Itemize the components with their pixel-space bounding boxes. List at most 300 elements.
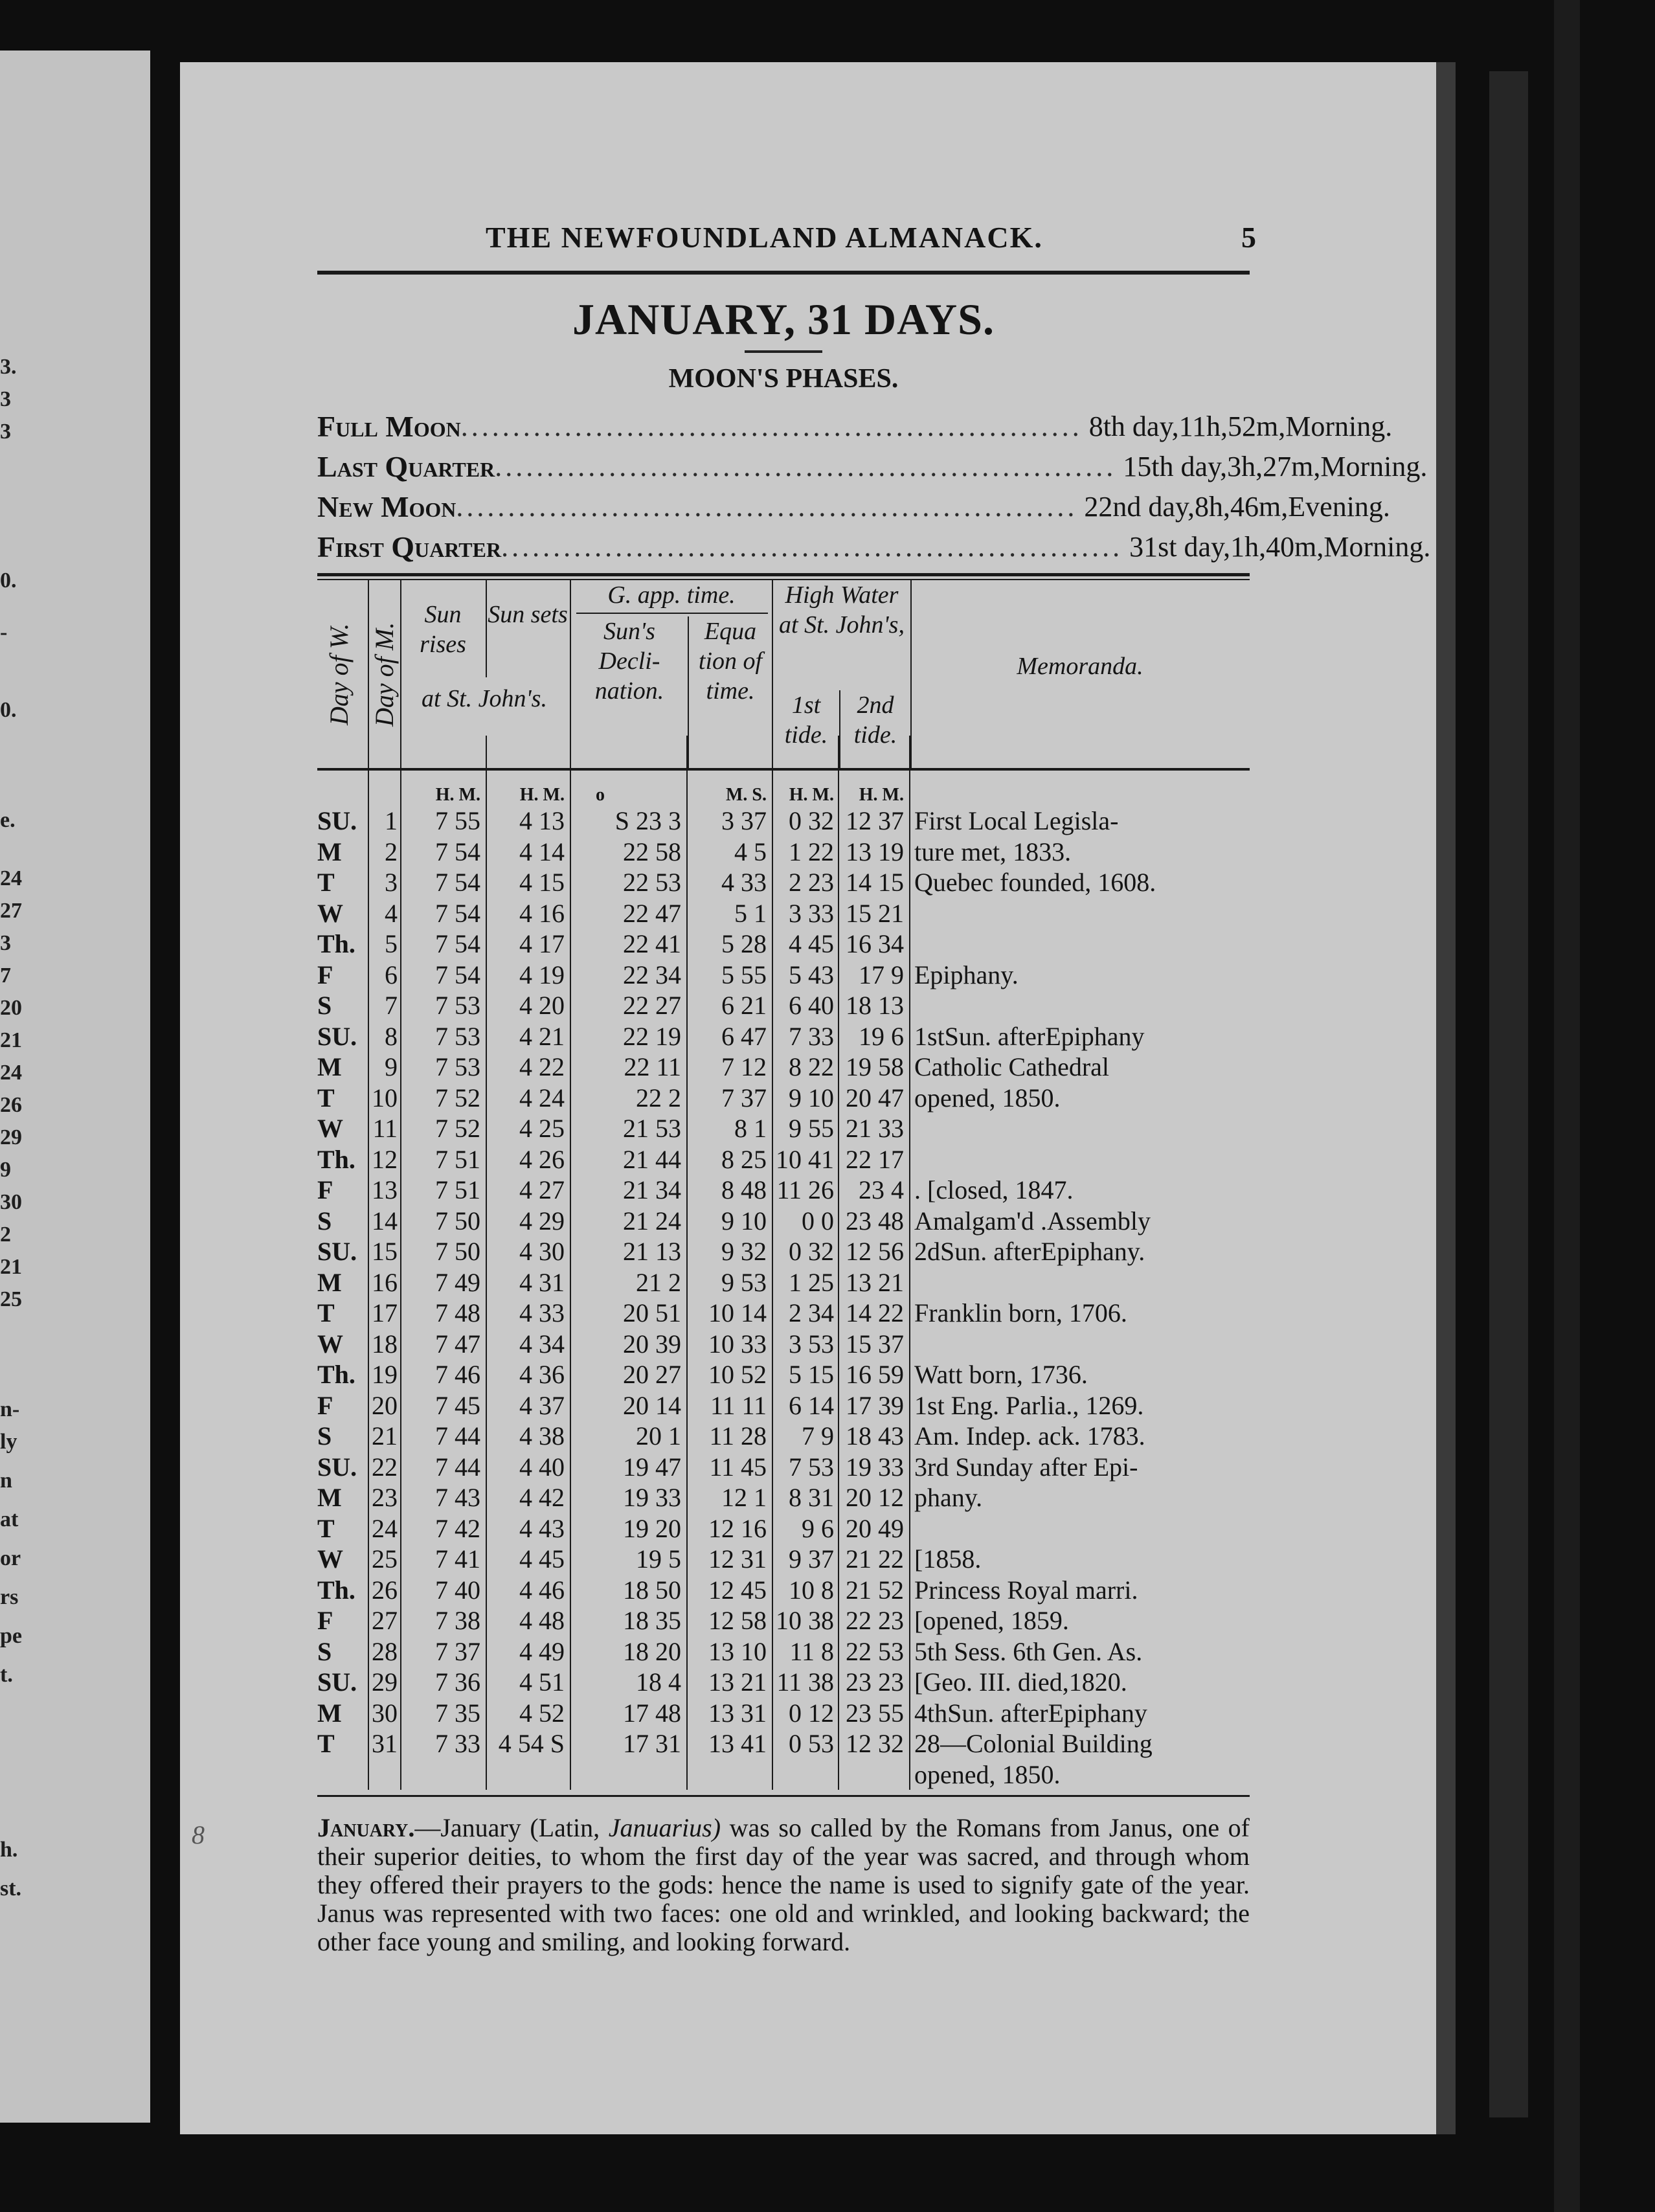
cell-declination: 22 2 — [636, 1083, 681, 1112]
cell-sunset: 4 13 — [519, 806, 565, 836]
phase-row — [317, 446, 1428, 486]
table-row — [317, 1267, 1250, 1298]
cell-second-tide: 18 13 — [846, 991, 904, 1021]
cell-day-of-month: 11 — [372, 1114, 398, 1144]
cell-day-of-month: 8 — [385, 1021, 398, 1051]
units-row — [317, 771, 1250, 806]
facing-page-text: 20 — [0, 996, 22, 1020]
cell-memorandum: 4thSun. afterEpiphany — [914, 1698, 1147, 1728]
cell-day-of-month: 23 — [372, 1483, 398, 1513]
calendar-table — [317, 580, 1250, 1790]
cell-second-tide: 22 17 — [846, 1144, 904, 1174]
cell-declination: 20 14 — [623, 1390, 681, 1420]
cell-day-of-month: 26 — [372, 1575, 398, 1605]
header-sun-sets: Sun sets — [488, 601, 568, 628]
cell-day-of-month: 19 — [372, 1360, 398, 1390]
table-row — [317, 1206, 1250, 1237]
facing-page-text: 30 — [0, 1190, 22, 1214]
leader-dots: ............................................................ — [456, 490, 1078, 523]
cell-sunrise: 7 45 — [435, 1390, 480, 1420]
table-row — [317, 1544, 1250, 1575]
facing-page-text: 3. — [0, 355, 17, 379]
cell-declination: 21 13 — [623, 1237, 681, 1267]
cell-second-tide: 21 33 — [846, 1114, 904, 1144]
table-row — [317, 1698, 1250, 1729]
table-row — [317, 1667, 1250, 1698]
january-note — [317, 1814, 1250, 1956]
cell-sunset: 4 48 — [519, 1606, 565, 1636]
cell-sunrise: 7 54 — [435, 898, 480, 928]
cell-day-of-week: M — [317, 1052, 342, 1082]
cell-sunset: 4 16 — [519, 898, 565, 928]
facing-page-text: 0. — [0, 698, 17, 722]
phase-row — [317, 406, 1393, 446]
cell-memorandum: 3rd Sunday after Epi- — [914, 1452, 1138, 1482]
cell-memorandum: opened, 1850. — [914, 1759, 1061, 1789]
cell-equation-of-time: 8 25 — [721, 1144, 767, 1174]
page-number: 5 — [1241, 221, 1256, 254]
facing-page-text: 25 — [0, 1287, 22, 1311]
cell-sunset: 4 22 — [519, 1052, 565, 1082]
cell-day-of-month: 5 — [385, 929, 398, 959]
cell-sunset: 4 27 — [519, 1175, 565, 1205]
facing-page-text: 3 — [0, 387, 11, 411]
cell-second-tide: 12 32 — [846, 1729, 904, 1759]
cell-sunset: 4 26 — [519, 1144, 565, 1174]
cell-sunset: 4 33 — [519, 1298, 565, 1328]
month-title: JANUARY, 31 DAYS. — [572, 295, 995, 344]
facing-page-text: n — [0, 1469, 12, 1493]
phase-minute: 46m, — [1230, 490, 1289, 523]
facing-page-text: 9 — [0, 1158, 11, 1182]
cell-day-of-month: 3 — [385, 868, 398, 897]
table-row — [317, 867, 1250, 898]
cell-declination: 21 34 — [623, 1175, 681, 1205]
phase-day: 8th day, — [1088, 410, 1179, 442]
cell-sunrise: 7 38 — [435, 1606, 480, 1636]
cell-memorandum: [opened, 1859. — [914, 1606, 1069, 1636]
cell-day-of-week: S — [317, 991, 332, 1021]
cell-declination: 22 34 — [623, 960, 681, 989]
header-high-water: High Water at St. John's, — [779, 581, 905, 638]
cell-day-of-month: 13 — [372, 1175, 398, 1205]
table-row — [317, 1359, 1250, 1390]
cell-declination: 22 41 — [623, 929, 681, 959]
unit-declination: o — [596, 785, 605, 805]
unit-first-tide: H. M. — [789, 785, 834, 805]
cell-second-tide: 15 21 — [846, 898, 904, 928]
cell-sunrise: 7 41 — [435, 1544, 480, 1574]
cell-sunrise: 7 33 — [435, 1729, 480, 1759]
cell-second-tide: 20 47 — [846, 1083, 904, 1112]
cell-sunrise: 7 54 — [435, 868, 480, 897]
cell-sunset: 4 54 S — [498, 1729, 565, 1759]
cell-day-of-month: 1 — [385, 806, 398, 836]
cell-equation-of-time: 9 10 — [721, 1206, 767, 1236]
cell-first-tide: 0 53 — [789, 1729, 834, 1759]
cell-second-tide: 17 9 — [859, 960, 904, 989]
cell-sunrise: 7 49 — [435, 1267, 480, 1297]
page-gutter-shadow — [1436, 62, 1456, 2134]
cell-day-of-month: 20 — [372, 1390, 398, 1420]
cell-declination: 17 31 — [623, 1729, 681, 1759]
facing-page-text: 0. — [0, 569, 17, 592]
cell-declination: 17 48 — [623, 1698, 681, 1728]
phase-time-of-day: Evening. — [1288, 490, 1390, 523]
cell-equation-of-time: 12 16 — [708, 1513, 767, 1543]
table-row — [317, 1052, 1250, 1083]
table-row — [317, 1144, 1250, 1175]
pencil-mark: 8 — [192, 1820, 205, 1849]
cell-day-of-week: M — [317, 1483, 342, 1513]
leader-dots: ............................................................ — [501, 530, 1123, 563]
cell-sunset: 4 29 — [519, 1206, 565, 1236]
cell-declination: 19 20 — [623, 1513, 681, 1543]
cell-sunrise: 7 46 — [435, 1360, 480, 1390]
phase-day: 15th day, — [1123, 450, 1228, 482]
phase-time-of-day: Morning. — [1320, 450, 1428, 482]
cell-day-of-week: W — [317, 1544, 343, 1574]
cell-day-of-month: 15 — [372, 1237, 398, 1267]
cell-sunrise: 7 36 — [435, 1667, 480, 1697]
leader-dots: ............................................................ — [495, 450, 1117, 482]
cell-sunrise: 7 37 — [435, 1636, 480, 1666]
cell-day-of-week: W — [317, 1114, 343, 1144]
cell-declination: 18 4 — [636, 1667, 681, 1697]
facing-page-text: 24 — [0, 1061, 22, 1085]
cell-day-of-week: SU. — [317, 1452, 357, 1482]
cell-second-tide: 12 37 — [846, 806, 904, 836]
cell-sunset: 4 30 — [519, 1237, 565, 1267]
cell-sunrise: 7 44 — [435, 1421, 480, 1451]
cell-declination: 21 53 — [623, 1114, 681, 1144]
cell-memorandum: 28—Colonial Building — [914, 1729, 1153, 1759]
cell-declination: 20 1 — [636, 1421, 681, 1451]
cell-equation-of-time: 12 45 — [708, 1575, 767, 1605]
cell-day-of-month: 17 — [372, 1298, 398, 1328]
cell-memorandum: Quebec founded, 1608. — [914, 868, 1156, 897]
cell-first-tide: 2 34 — [789, 1298, 834, 1328]
header-first-tide: 1st tide. — [784, 692, 828, 749]
facing-page-text: 3 — [0, 931, 11, 955]
phase-time-of-day: Morning. — [1285, 410, 1393, 442]
cell-day-of-month: 29 — [372, 1667, 398, 1697]
cell-memorandum: Am. Indep. ack. 1783. — [914, 1421, 1145, 1451]
header-at-st-johns: at St. John's. — [422, 685, 547, 712]
table-top-rule — [317, 573, 1250, 576]
cell-sunset: 4 42 — [519, 1483, 565, 1513]
cell-day-of-week: W — [317, 1329, 343, 1359]
cell-declination: 22 53 — [623, 868, 681, 897]
table-row — [317, 1452, 1250, 1483]
cell-declination: 18 35 — [623, 1606, 681, 1636]
cell-memorandum: 1stSun. afterEpiphany — [914, 1021, 1145, 1051]
cell-sunset: 4 46 — [519, 1575, 565, 1605]
cell-declination: 19 5 — [636, 1544, 681, 1574]
cell-day-of-week: M — [317, 837, 342, 866]
cell-equation-of-time: 5 28 — [721, 929, 767, 959]
cell-day-of-week: SU. — [317, 1021, 357, 1051]
cell-day-of-week: T — [317, 1513, 335, 1543]
phase-minute: 27m, — [1263, 450, 1321, 482]
cell-sunset: 4 21 — [519, 1021, 565, 1051]
cell-equation-of-time: 12 58 — [708, 1606, 767, 1636]
cell-memorandum: 2dSun. afterEpiphany. — [914, 1237, 1145, 1267]
cell-equation-of-time: 7 37 — [721, 1083, 767, 1112]
cell-day-of-week: Th. — [317, 1144, 355, 1174]
cell-first-tide: 11 8 — [789, 1636, 834, 1666]
cell-first-tide: 5 15 — [789, 1360, 834, 1390]
cell-first-tide: 1 22 — [789, 837, 834, 866]
running-head — [317, 220, 1256, 265]
cell-sunrise: 7 51 — [435, 1144, 480, 1174]
cell-equation-of-time: 10 52 — [708, 1360, 767, 1390]
cell-day-of-week: Th. — [317, 1360, 355, 1390]
cell-sunset: 4 40 — [519, 1452, 565, 1482]
cell-second-tide: 22 23 — [846, 1606, 904, 1636]
cell-day-of-week: F — [317, 1390, 333, 1420]
cell-day-of-month: 31 — [372, 1729, 398, 1759]
cell-first-tide: 0 0 — [802, 1206, 834, 1236]
cell-sunrise: 7 54 — [435, 929, 480, 959]
cell-equation-of-time: 5 55 — [721, 960, 767, 989]
cell-declination: 22 11 — [624, 1052, 681, 1082]
table-row — [317, 837, 1250, 868]
cell-sunrise: 7 52 — [435, 1114, 480, 1144]
cell-memorandum: opened, 1850. — [914, 1083, 1061, 1112]
cell-second-tide: 19 58 — [846, 1052, 904, 1082]
header-second-tide: 2nd tide. — [853, 692, 897, 749]
cell-first-tide: 0 32 — [789, 806, 834, 836]
table-row — [317, 1329, 1250, 1360]
cell-declination: 21 44 — [623, 1144, 681, 1174]
head-rule — [317, 271, 1250, 275]
cell-sunrise: 7 47 — [435, 1329, 480, 1359]
cell-sunset: 4 52 — [519, 1698, 565, 1728]
cell-second-tide: 21 52 — [846, 1575, 904, 1605]
table-row — [317, 898, 1250, 929]
cell-sunset: 4 31 — [519, 1267, 565, 1297]
cell-declination: 20 39 — [623, 1329, 681, 1359]
phase-name: First Quarter — [317, 530, 502, 563]
facing-page-text: 7 — [0, 964, 11, 988]
cell-equation-of-time: 10 14 — [708, 1298, 767, 1328]
cell-first-tide: 10 38 — [776, 1606, 834, 1636]
page-content — [317, 220, 1431, 1956]
cell-day-of-month: 22 — [372, 1452, 398, 1482]
cell-day-of-week: SU. — [317, 806, 357, 836]
cell-sunset: 4 15 — [519, 868, 565, 897]
cell-second-tide: 20 49 — [846, 1513, 904, 1543]
facing-page-text: or — [0, 1546, 21, 1570]
cell-day-of-month: 25 — [372, 1544, 398, 1574]
cell-memorandum: Franklin born, 1706. — [914, 1298, 1127, 1328]
table-bottom-rule — [317, 1795, 1250, 1797]
cell-day-of-month: 12 — [372, 1144, 398, 1174]
cell-day-of-month: 28 — [372, 1636, 398, 1666]
cell-declination: 19 47 — [623, 1452, 681, 1482]
cell-memorandum: Princess Royal marri. — [914, 1575, 1138, 1605]
cell-sunrise: 7 53 — [435, 1052, 480, 1082]
cell-declination: 20 27 — [623, 1360, 681, 1390]
cell-sunrise: 7 54 — [435, 837, 480, 866]
phase-hour: 11h, — [1178, 410, 1228, 442]
cell-equation-of-time: 13 41 — [708, 1729, 767, 1759]
cell-first-tide: 10 41 — [776, 1144, 834, 1174]
cell-second-tide: 19 33 — [846, 1452, 904, 1482]
facing-page-text: pe — [0, 1624, 22, 1648]
cell-memorandum: [Geo. III. died,1820. — [914, 1667, 1127, 1697]
facing-page-text: rs — [0, 1585, 19, 1609]
cell-equation-of-time: 4 33 — [721, 868, 767, 897]
cell-equation-of-time: 3 37 — [721, 806, 767, 836]
cell-sunrise: 7 44 — [435, 1452, 480, 1482]
facing-page-text: at — [0, 1507, 19, 1531]
cell-second-tide: 13 21 — [846, 1267, 904, 1297]
unit-equation: M. S. — [726, 785, 767, 805]
cell-equation-of-time: 9 53 — [721, 1267, 767, 1297]
cell-memorandum: 1st Eng. Parlia., 1269. — [914, 1390, 1144, 1420]
cell-equation-of-time: 7 12 — [721, 1052, 767, 1082]
cell-sunset: 4 51 — [519, 1667, 565, 1697]
cell-day-of-month: 30 — [372, 1698, 398, 1728]
facing-page-fragment — [0, 51, 150, 2123]
cell-sunset: 4 49 — [519, 1636, 565, 1666]
cell-memorandum: phany. — [914, 1483, 983, 1513]
facing-page-text: 24 — [0, 866, 22, 890]
cell-sunrise: 7 55 — [435, 806, 480, 836]
cell-sunrise: 7 50 — [435, 1237, 480, 1267]
header-memoranda: Memoranda. — [1017, 653, 1143, 680]
cell-sunset: 4 24 — [519, 1083, 565, 1112]
cell-first-tide: 9 37 — [789, 1544, 834, 1574]
cell-memorandum: [1858. — [914, 1544, 982, 1574]
table-row — [317, 960, 1250, 991]
cell-memorandum: Amalgam'd .Assembly — [914, 1206, 1151, 1236]
cell-day-of-month: 21 — [372, 1421, 398, 1451]
cell-sunset: 4 14 — [519, 837, 565, 866]
cell-day-of-week: F — [317, 1175, 333, 1205]
cell-second-tide: 15 37 — [846, 1329, 904, 1359]
cell-sunrise: 7 53 — [435, 1021, 480, 1051]
cell-day-of-week: W — [317, 898, 343, 928]
cell-day-of-week: Th. — [317, 1575, 355, 1605]
cell-day-of-month: 24 — [372, 1513, 398, 1543]
cell-first-tide: 4 45 — [789, 929, 834, 959]
cell-day-of-month: 9 — [385, 1052, 398, 1082]
note-latin: Januarius) — [608, 1813, 721, 1842]
facing-page-text: 21 — [0, 1255, 22, 1279]
cell-sunset: 4 36 — [519, 1360, 565, 1390]
cell-day-of-week: F — [317, 1606, 333, 1636]
cell-day-of-month: 27 — [372, 1606, 398, 1636]
title-rule — [745, 350, 822, 353]
cell-equation-of-time: 10 33 — [708, 1329, 767, 1359]
cell-equation-of-time: 12 31 — [708, 1544, 767, 1574]
cell-first-tide: 8 22 — [789, 1052, 834, 1082]
cell-sunset: 4 19 — [519, 960, 565, 989]
cell-memorandum: ture met, 1833. — [914, 837, 1072, 866]
table-rows — [317, 806, 1250, 1790]
cell-first-tide: 9 6 — [802, 1513, 834, 1543]
cell-day-of-week: M — [317, 1267, 342, 1297]
cell-equation-of-time: 11 28 — [709, 1421, 767, 1451]
cell-day-of-month: 16 — [372, 1267, 398, 1297]
cell-first-tide: 1 25 — [789, 1267, 834, 1297]
cell-equation-of-time: 13 31 — [708, 1698, 767, 1728]
phase-day: 31st day, — [1129, 530, 1231, 563]
table-row — [317, 1390, 1250, 1421]
cell-second-tide: 16 59 — [846, 1360, 904, 1390]
cell-day-of-month: 14 — [372, 1206, 398, 1236]
table-row — [317, 1482, 1250, 1513]
cell-sunset: 4 37 — [519, 1390, 565, 1420]
table-row — [317, 1513, 1250, 1544]
phase-day: 22nd day, — [1084, 490, 1195, 523]
cell-second-tide: 23 4 — [859, 1175, 904, 1205]
cell-sunrise: 7 52 — [435, 1083, 480, 1112]
cell-declination: 22 19 — [623, 1021, 681, 1051]
cell-day-of-week: S — [317, 1206, 332, 1236]
cell-equation-of-time: 9 32 — [721, 1237, 767, 1267]
facing-page-text: n- — [0, 1397, 20, 1421]
cell-day-of-week: S — [317, 1636, 332, 1666]
facing-page-text: - — [0, 620, 8, 644]
cell-equation-of-time: 13 10 — [708, 1636, 767, 1666]
cell-sunset: 4 20 — [519, 991, 565, 1021]
facing-page-text: t. — [0, 1663, 13, 1687]
table-header — [317, 580, 1250, 771]
cell-second-tide: 14 22 — [846, 1298, 904, 1328]
phase-row — [317, 526, 1431, 567]
cell-day-of-month: 4 — [385, 898, 398, 928]
cell-equation-of-time: 8 48 — [721, 1175, 767, 1205]
header-equation-of-time: Equa tion of time. — [698, 618, 763, 705]
leader-dots: ............................................................ — [460, 410, 1083, 442]
cell-sunrise: 7 48 — [435, 1298, 480, 1328]
note-text-b: was so called by the Romans from Janus, one of their superior deities, to whom the first day of the year was sacred, and through whom they offered their prayers to the gods: hence the name is used to signify gate of the year. Janus was represented with two faces: one old and wrinkled, and looking backward; the other face young and smiling, and looking forward. — [317, 1813, 1250, 1956]
header-g-app-time: G. app. time. — [607, 581, 736, 609]
cell-day-of-week: T — [317, 1083, 335, 1112]
cell-equation-of-time: 4 5 — [734, 837, 767, 866]
unit-second-tide: H. M. — [859, 785, 904, 805]
facing-page-text: 26 — [0, 1093, 22, 1117]
cell-sunrise: 7 51 — [435, 1175, 480, 1205]
cell-day-of-week: M — [317, 1698, 342, 1728]
cell-sunrise: 7 35 — [435, 1698, 480, 1728]
phase-name: New Moon — [317, 490, 456, 523]
cell-day-of-week: F — [317, 960, 333, 989]
cell-declination: 21 2 — [636, 1267, 681, 1297]
table-row — [317, 990, 1250, 1021]
cell-second-tide: 19 6 — [859, 1021, 904, 1051]
header-suns-declination: Sun's Decli- nation. — [594, 618, 664, 705]
cell-declination: 18 50 — [623, 1575, 681, 1605]
cell-day-of-month: 6 — [385, 960, 398, 989]
cell-declination: 21 24 — [623, 1206, 681, 1236]
running-title: THE NEWFOUNDLAND ALMANACK. — [486, 221, 1043, 254]
facing-page-text: 2 — [0, 1223, 11, 1247]
cell-declination: 18 20 — [623, 1636, 681, 1666]
cell-equation-of-time: 6 47 — [721, 1021, 767, 1051]
cell-day-of-week: S — [317, 1421, 332, 1451]
cell-first-tide: 5 43 — [789, 960, 834, 989]
cell-day-of-week: T — [317, 1298, 335, 1328]
cell-first-tide: 6 40 — [789, 991, 834, 1021]
cell-sunset: 4 17 — [519, 929, 565, 959]
table-row — [317, 1298, 1250, 1329]
cell-second-tide: 14 15 — [846, 868, 904, 897]
